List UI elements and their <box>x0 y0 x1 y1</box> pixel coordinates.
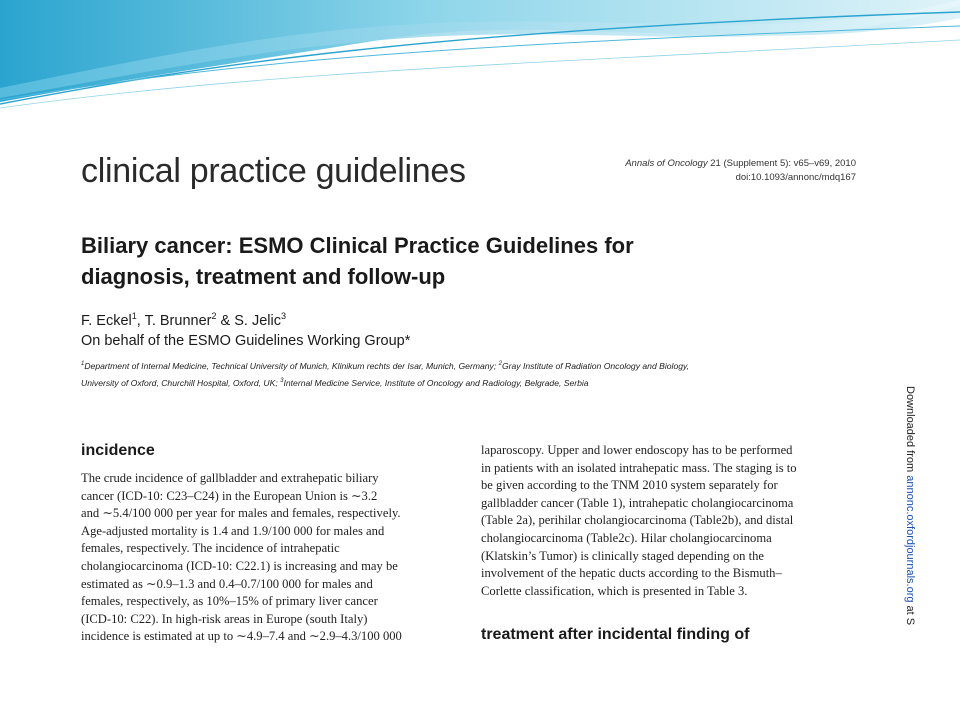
text-line: incidence is estimated at up to ∼4.9–7.4 and ∼2.9–4.3/100 000 <box>81 629 402 644</box>
text-line: Corlette classification, which is presented in Table 3. <box>481 583 748 598</box>
author-separator: , <box>136 312 145 329</box>
download-sidebar <box>904 386 916 625</box>
text-line: (ICD-10: C22). In high-risk areas in Europe (south Italy) <box>81 611 368 626</box>
right-column-text <box>481 442 861 600</box>
author-name: T. Brunner <box>144 312 212 329</box>
author-affiliation-marker: 3 <box>280 311 286 321</box>
affiliation-text: Internal Medicine Service, Institute of Oncology and Radiology, Belgrade, Serbia <box>283 377 589 388</box>
affiliation-text: Department of Internal Medicine, Technical University of Munich, Klinikum rechts der Isar, Munich, Germany; <box>84 360 499 371</box>
affiliation-marker: 1 <box>81 361 85 367</box>
text-line: laparoscopy. Upper and lower endoscopy has to be performed <box>481 443 793 457</box>
affiliation-marker: 2 <box>498 361 502 367</box>
affiliation-marker: 3 <box>280 377 284 384</box>
text-line: cholangiocarcinoma (Table2c). Hilar cholangiocarcinoma <box>481 530 772 545</box>
author-name: F. Eckel <box>81 312 132 329</box>
section-label: clinical practice guidelines <box>81 152 466 190</box>
text-line: The crude incidence of gallbladder and extrahepatic biliary <box>81 471 379 485</box>
text-line: (Table 2a), perihilar cholangiocarcinoma (Table2b), and distal <box>481 513 794 528</box>
text-line: Age-adjusted mortality is 1.4 and 1.9/100 000 for males and <box>81 523 385 538</box>
author-list <box>81 306 410 331</box>
text-line: be given according to the TNM 2010 system separately for <box>481 478 778 493</box>
journal-citation-block <box>625 157 856 185</box>
affiliations <box>81 357 871 391</box>
title-line-2: diagnosis, treatment and follow-up <box>81 264 446 289</box>
text-line: estimated as ∼0.9–1.3 and 0.4–0.7/100 000 for males and <box>81 576 373 591</box>
affiliation-text: University of Oxford, Churchill Hospital, Oxford, UK; <box>81 377 281 388</box>
text-line: in patients with an isolated intrahepatic mass. The staging is to <box>481 460 797 475</box>
text-line: involvement of the hepatic ducts according to the Bismuth– <box>481 566 782 581</box>
article-title <box>81 230 861 292</box>
text-line: (Klatskin’s Tumor) is clinically staged depending on the <box>481 548 764 563</box>
author-name: S. Jelic <box>234 312 281 329</box>
text-line: females, respectively, as 10%–15% of primary liver cancer <box>81 594 378 609</box>
authors-block <box>81 306 410 351</box>
author-affiliation-marker: 2 <box>211 311 217 321</box>
journal-name: Annals of Oncology <box>625 158 708 169</box>
on-behalf-line: On behalf of the ESMO Guidelines Working Group* <box>81 332 411 349</box>
author-affiliation-marker: 1 <box>131 311 137 321</box>
left-column-text <box>81 470 461 646</box>
text-line: and ∼5.4/100 000 per year for males and females, respectively. <box>81 506 401 521</box>
title-line-1: Biliary cancer: ESMO Clinical Practice Guidelines for <box>81 233 634 258</box>
author-separator: & <box>216 312 235 329</box>
text-line: cancer (ICD-10: C23–C24) in the European Union is ∼3.2 <box>81 488 378 503</box>
downloaded-from-label: Downloaded from <box>904 386 916 476</box>
doi: doi:10.1093/annonc/mdq167 <box>735 172 856 183</box>
downloaded-suffix: at S <box>904 602 916 626</box>
text-line: cholangiocarcinoma (ICD-10: C22.1) is increasing and may be <box>81 558 398 573</box>
affiliation-text: Gray Institute of Radiation Oncology and Biology, <box>501 360 690 371</box>
download-source-link[interactable]: annonc.oxfordjournals.org <box>904 475 916 603</box>
treatment-heading: treatment after incidental finding of <box>481 626 750 643</box>
text-line: gallbladder cancer (Table 1), intrahepatic cholangiocarcinoma <box>481 495 794 510</box>
text-line: females, respectively. The incidence of intrahepatic <box>81 541 340 556</box>
incidence-heading: incidence <box>81 442 155 459</box>
header-wave-decoration <box>0 0 960 115</box>
journal-citation: 21 (Supplement 5): v65–v69, 2010 <box>707 158 856 169</box>
